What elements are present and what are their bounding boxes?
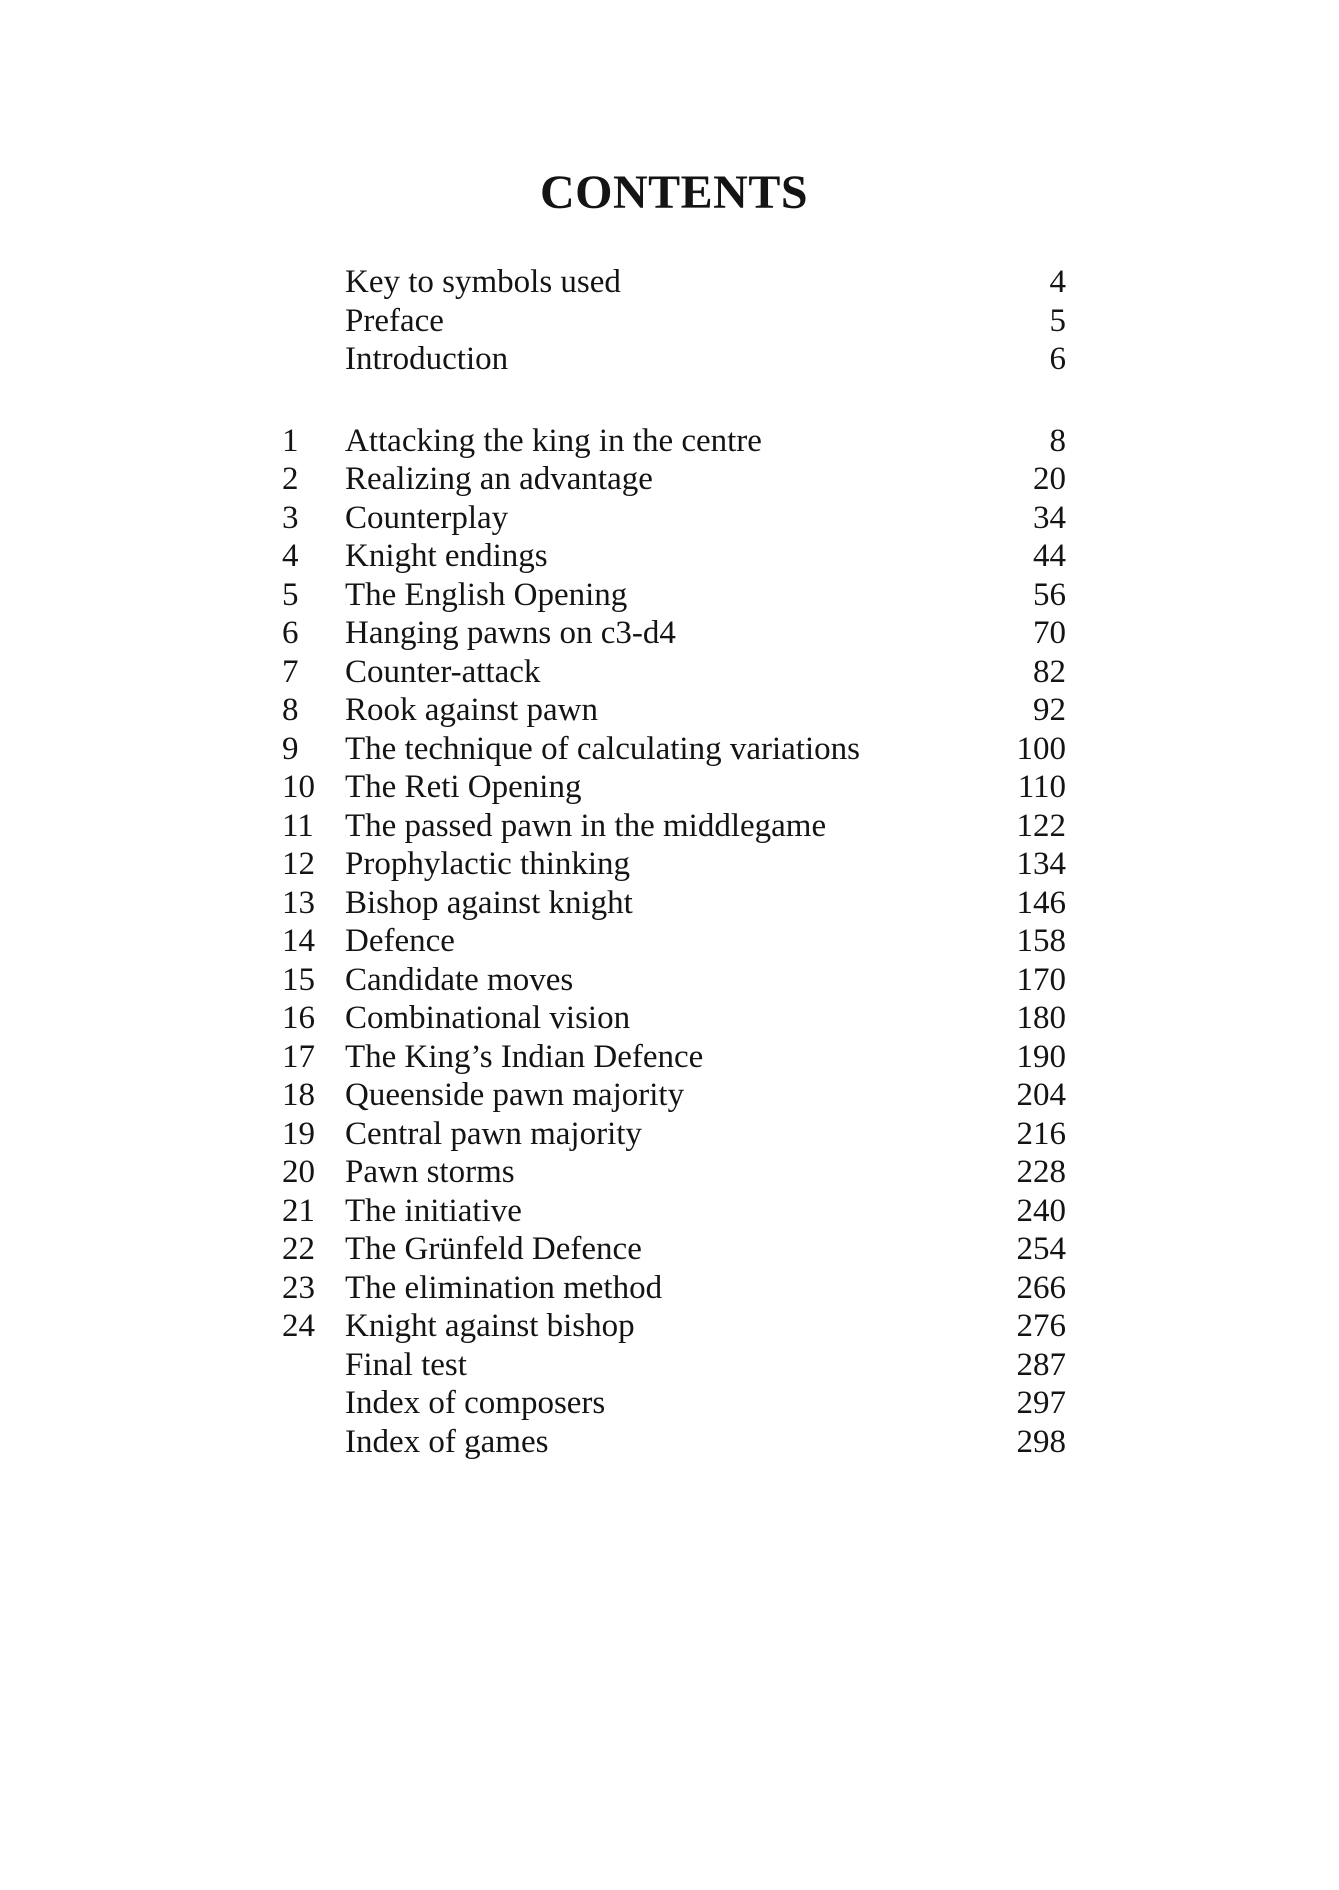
- entry-title: The initiative: [345, 1192, 522, 1229]
- entry-page: 8: [1049, 422, 1066, 459]
- toc-row: [282, 1307, 1066, 1346]
- toc-row: [282, 1115, 1066, 1154]
- entry-title: The technique of calculating variations: [345, 730, 860, 767]
- chapter-number: 22: [282, 1231, 315, 1267]
- chapter-number: 5: [282, 576, 299, 613]
- entry-title: The passed pawn in the middlegame: [345, 807, 827, 844]
- entry-page: 254: [1016, 1231, 1066, 1267]
- chapter-number: 18: [282, 1077, 315, 1113]
- entry-title: Knight endings: [345, 538, 548, 574]
- entry-page: 146: [1016, 884, 1066, 921]
- toc-row: [282, 730, 1066, 769]
- chapter-number: 3: [282, 499, 299, 536]
- toc-row: [282, 1384, 1066, 1423]
- toc-row: [282, 1076, 1066, 1115]
- toc-row: [282, 768, 1066, 807]
- entry-title: Hanging pawns on c3-d4: [345, 615, 676, 651]
- entry-page: 4: [1049, 264, 1066, 300]
- entry-page: 70: [1033, 615, 1066, 651]
- entry-page: 276: [1016, 1308, 1066, 1344]
- toc-row: [282, 263, 1066, 302]
- entry-page: 158: [1016, 923, 1066, 959]
- chapter-number: 4: [282, 538, 299, 574]
- chapter-number: 13: [282, 884, 315, 921]
- chapter-number: 8: [282, 692, 299, 728]
- toc-row: [282, 1038, 1066, 1077]
- toc-row: [282, 1346, 1066, 1385]
- toc-row: [282, 460, 1066, 499]
- entry-page: 100: [1016, 730, 1066, 767]
- entry-page: 297: [1016, 1385, 1066, 1421]
- entry-page: 287: [1016, 1346, 1066, 1383]
- entry-title: Combinational vision: [345, 1000, 631, 1036]
- entry-title: Counterplay: [345, 499, 509, 536]
- chapter-number: 7: [282, 653, 299, 690]
- entry-title: Final test: [345, 1346, 467, 1383]
- toc-row: [282, 1192, 1066, 1231]
- entry-title: Pawn storms: [345, 1154, 515, 1190]
- entry-page: 134: [1016, 846, 1066, 882]
- entry-title: Knight against bishop: [345, 1308, 635, 1344]
- entry-title: Index of games: [345, 1423, 549, 1460]
- entry-title: The Grünfeld Defence: [345, 1231, 642, 1267]
- entry-title: Key to symbols used: [345, 264, 621, 300]
- chapter-number: 19: [282, 1115, 315, 1152]
- chapter-number: 2: [282, 461, 299, 497]
- toc-row: [282, 340, 1066, 379]
- chapter-number: 9: [282, 730, 299, 767]
- entry-title: The Reti Opening: [345, 769, 582, 805]
- table-of-contents: [282, 263, 1066, 1461]
- toc-row: [282, 807, 1066, 846]
- entry-page: 92: [1033, 692, 1066, 728]
- entry-title: Counter-attack: [345, 653, 541, 690]
- entry-page: 240: [1016, 1192, 1066, 1229]
- entry-title: Queenside pawn majority: [345, 1077, 685, 1113]
- chapter-number: 21: [282, 1192, 315, 1229]
- entry-page: 44: [1033, 538, 1066, 574]
- chapter-number: 14: [282, 923, 315, 959]
- entry-page: 34: [1033, 499, 1066, 536]
- toc-row: [282, 653, 1066, 692]
- entry-page: 204: [1016, 1077, 1066, 1113]
- toc-row: [282, 422, 1066, 461]
- entry-title: Introduction: [345, 341, 509, 377]
- chapter-list: [282, 422, 1066, 1346]
- toc-row: [282, 1230, 1066, 1269]
- toc-row: [282, 999, 1066, 1038]
- page-title: CONTENTS: [539, 166, 809, 219]
- entry-page: 56: [1033, 576, 1066, 613]
- entry-page: 20: [1033, 461, 1066, 497]
- entry-title: Index of composers: [345, 1385, 606, 1421]
- entry-page: 298: [1016, 1423, 1066, 1460]
- chapter-number: 24: [282, 1308, 315, 1344]
- entry-title: Preface: [345, 302, 444, 339]
- chapter-number: 17: [282, 1038, 315, 1075]
- entry-title: The King’s Indian Defence: [345, 1038, 704, 1075]
- entry-title: The English Opening: [345, 576, 628, 613]
- chapter-number: 20: [282, 1154, 315, 1190]
- chapter-number: 11: [282, 807, 314, 844]
- toc-row: [282, 691, 1066, 730]
- front-matter-list: [282, 263, 1066, 379]
- entry-title: Defence: [345, 923, 455, 959]
- entry-title: Realizing an advantage: [345, 461, 653, 497]
- entry-page: 82: [1033, 653, 1066, 690]
- entry-title: Bishop against knight: [345, 884, 633, 921]
- chapter-number: 15: [282, 961, 315, 998]
- entry-title: The elimination method: [345, 1269, 663, 1306]
- entry-page: 6: [1049, 341, 1066, 377]
- toc-row: [282, 845, 1066, 884]
- chapter-number: 6: [282, 615, 299, 651]
- toc-row: [282, 576, 1066, 615]
- entry-title: Candidate moves: [345, 961, 574, 998]
- entry-title: Central pawn majority: [345, 1115, 642, 1152]
- back-matter-list: [282, 1346, 1066, 1462]
- entry-page: 110: [1017, 769, 1066, 805]
- entry-page: 228: [1016, 1154, 1066, 1190]
- toc-row: [282, 961, 1066, 1000]
- toc-row: [282, 302, 1066, 341]
- chapter-number: 10: [282, 769, 315, 805]
- toc-row: [282, 1423, 1066, 1462]
- chapter-number: 1: [282, 422, 299, 459]
- entry-page: 170: [1016, 961, 1066, 998]
- entry-page: 190: [1016, 1038, 1066, 1075]
- toc-row: [282, 1153, 1066, 1192]
- entry-title: Attacking the king in the centre: [345, 422, 762, 459]
- entry-page: 5: [1049, 302, 1066, 339]
- entry-page: 266: [1016, 1269, 1066, 1306]
- toc-row: [282, 537, 1066, 576]
- toc-row: [282, 1269, 1066, 1308]
- entry-title: Prophylactic thinking: [345, 846, 631, 882]
- chapter-number: 16: [282, 1000, 315, 1036]
- toc-row: [282, 499, 1066, 538]
- entry-page: 122: [1016, 807, 1066, 844]
- toc-row: [282, 884, 1066, 923]
- toc-row: [282, 922, 1066, 961]
- entry-page: 180: [1016, 1000, 1066, 1036]
- chapter-number: 12: [282, 846, 315, 882]
- toc-row: [282, 614, 1066, 653]
- entry-page: 216: [1016, 1115, 1066, 1152]
- chapter-number: 23: [282, 1269, 315, 1306]
- entry-title: Rook against pawn: [345, 692, 598, 728]
